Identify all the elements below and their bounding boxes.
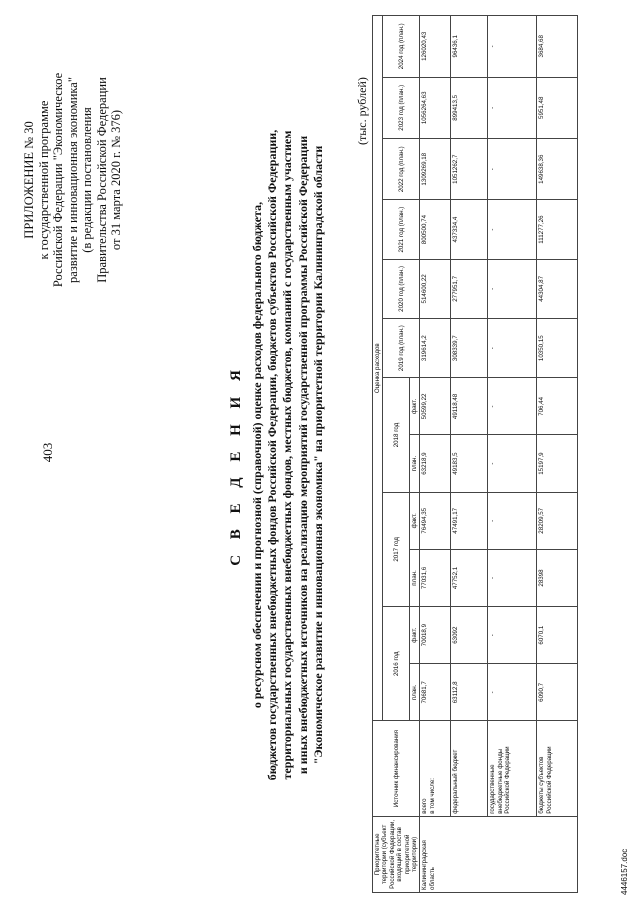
value-cell: -	[488, 664, 537, 721]
file-name-footer: 4446157.doc	[620, 848, 629, 895]
value-cell: 49183,5	[451, 435, 488, 492]
appendix-line: (в редакции постановления	[80, 107, 94, 253]
value-cell: 6070,1	[537, 607, 578, 664]
value-cell: 277951,7	[451, 259, 488, 318]
value-cell: 63112,8	[451, 664, 488, 721]
document-subtitle	[250, 25, 326, 885]
value-cell: 149638,36	[537, 139, 578, 200]
table-row	[537, 16, 578, 893]
header-2024: 2024 год (план.)	[383, 16, 420, 78]
value-cell: -	[488, 16, 537, 78]
source-cell: государственные внебюджетные фонды Российской Федерации	[488, 721, 537, 816]
header-year-2016: 2016 год	[383, 607, 410, 721]
header-2023: 2023 год (план.)	[383, 77, 420, 138]
header-territory: Приоритетные территории (субъект Российской Федерации, входящий в состав приоритетной территории)	[373, 816, 420, 892]
appendix-block	[22, 10, 124, 350]
territory-cell: Калининградская область	[420, 816, 578, 892]
source-cell: бюджеты субъектов Российской Федерации	[537, 721, 578, 816]
value-cell: 70018,9	[420, 607, 451, 664]
value-cell: 706,44	[537, 378, 578, 435]
value-cell: 28398	[537, 549, 578, 606]
value-cell: 1056264,63	[420, 77, 451, 138]
value-cell: 96436,1	[451, 16, 488, 78]
header-year-2017: 2017 год	[383, 492, 410, 606]
value-cell: 63218,9	[420, 435, 451, 492]
value-cell: 6090,7	[537, 664, 578, 721]
value-cell: -	[488, 607, 537, 664]
header-fact: факт.	[410, 492, 420, 549]
value-cell: 5951,48	[537, 77, 578, 138]
subtitle-line: о ресурсном обеспечении и прогнозной (справочной) оценке расходов федерального бюджета,	[250, 201, 264, 709]
source-cell	[420, 721, 451, 816]
table-row	[420, 16, 451, 893]
subtitle-line: "Экономическое развитие и инновационная экономика" на приоритетной территории Калининградской области	[310, 145, 325, 765]
appendix-line: Правительства Российской Федерации	[94, 77, 109, 283]
value-cell: 47491,17	[451, 492, 488, 549]
header-plan: план.	[410, 549, 420, 606]
header-source: Источник финансирования	[373, 721, 420, 816]
value-cell: 63092	[451, 607, 488, 664]
value-cell: 111277,26	[537, 200, 578, 259]
value-cell: 3684,68	[537, 16, 578, 78]
header-2022: 2022 год (план.)	[383, 139, 420, 200]
document-title: С В Е Д Е Н И Я	[228, 364, 244, 566]
table-row	[451, 16, 488, 893]
value-cell: 77031,6	[420, 549, 451, 606]
source-cell: федеральный бюджет	[451, 721, 488, 816]
value-cell: 47752,1	[451, 549, 488, 606]
value-cell: -	[488, 139, 537, 200]
value-cell: 308339,7	[451, 319, 488, 378]
appendix-line: к государственной программе	[36, 100, 51, 260]
header-2021: 2021 год (план.)	[383, 200, 420, 259]
funding-table	[372, 15, 578, 893]
source-label: всего	[421, 798, 429, 814]
appendix-line: развитие и инновационная экономика"	[65, 77, 80, 283]
value-cell: 1309269,18	[420, 139, 451, 200]
value-cell: -	[488, 492, 537, 549]
page-number: 403	[40, 442, 55, 463]
value-cell: 319614,2	[420, 319, 451, 378]
value-cell: -	[488, 77, 537, 138]
value-cell: 126020,43	[420, 16, 451, 78]
header-year-2018: 2018 год	[383, 378, 410, 492]
value-cell: 899413,5	[451, 77, 488, 138]
value-cell: 514600,22	[420, 259, 451, 318]
header-plan: план.	[410, 664, 420, 721]
value-cell: -	[488, 378, 537, 435]
appendix-line: Российской Федерации "Экономическое	[51, 72, 65, 288]
value-cell: 15197,9	[537, 435, 578, 492]
value-cell: 437334,4	[451, 200, 488, 259]
subtitle-line: территориальных государственных внебюджетных фондов, местных бюджетов, компаний с государственным участием	[280, 130, 295, 780]
subtitle-line: и иных внебюджетных источников на реализацию мероприятий государственной программы Российской Федерации	[295, 135, 310, 775]
value-cell: -	[488, 435, 537, 492]
units-label: (тыс. рублей)	[355, 77, 369, 145]
appendix-line: ПРИЛОЖЕНИЕ № 30	[22, 121, 36, 239]
value-cell: -	[488, 549, 537, 606]
table-row	[488, 16, 537, 893]
value-cell: 76494,35	[420, 492, 451, 549]
header-fact: факт.	[410, 378, 420, 435]
value-cell: -	[488, 200, 537, 259]
header-2019: 2019 год (план.)	[383, 319, 420, 378]
value-cell: -	[488, 259, 537, 318]
value-cell: 50599,22	[420, 378, 451, 435]
value-cell: 800500,74	[420, 200, 451, 259]
subtitle-line: бюджетов государственных внебюджетных фондов Российской Федерации, бюджетов субъектов Российской Федерации,	[265, 129, 280, 781]
value-cell: 70681,7	[420, 664, 451, 721]
value-cell: 49118,48	[451, 378, 488, 435]
value-cell: 28209,57	[537, 492, 578, 549]
appendix-line: от 31 марта 2020 г. № 376)	[109, 109, 123, 251]
value-cell: 10350,15	[537, 319, 578, 378]
header-estimates: Оценка расходов	[373, 16, 383, 721]
value-cell: -	[488, 319, 537, 378]
header-2020: 2020 год (план.)	[383, 259, 420, 318]
value-cell: 44304,87	[537, 259, 578, 318]
header-fact: факт.	[410, 607, 420, 664]
value-cell: 1051262,7	[451, 139, 488, 200]
header-plan: план.	[410, 435, 420, 492]
source-sublabel: в том числе:	[428, 778, 436, 814]
